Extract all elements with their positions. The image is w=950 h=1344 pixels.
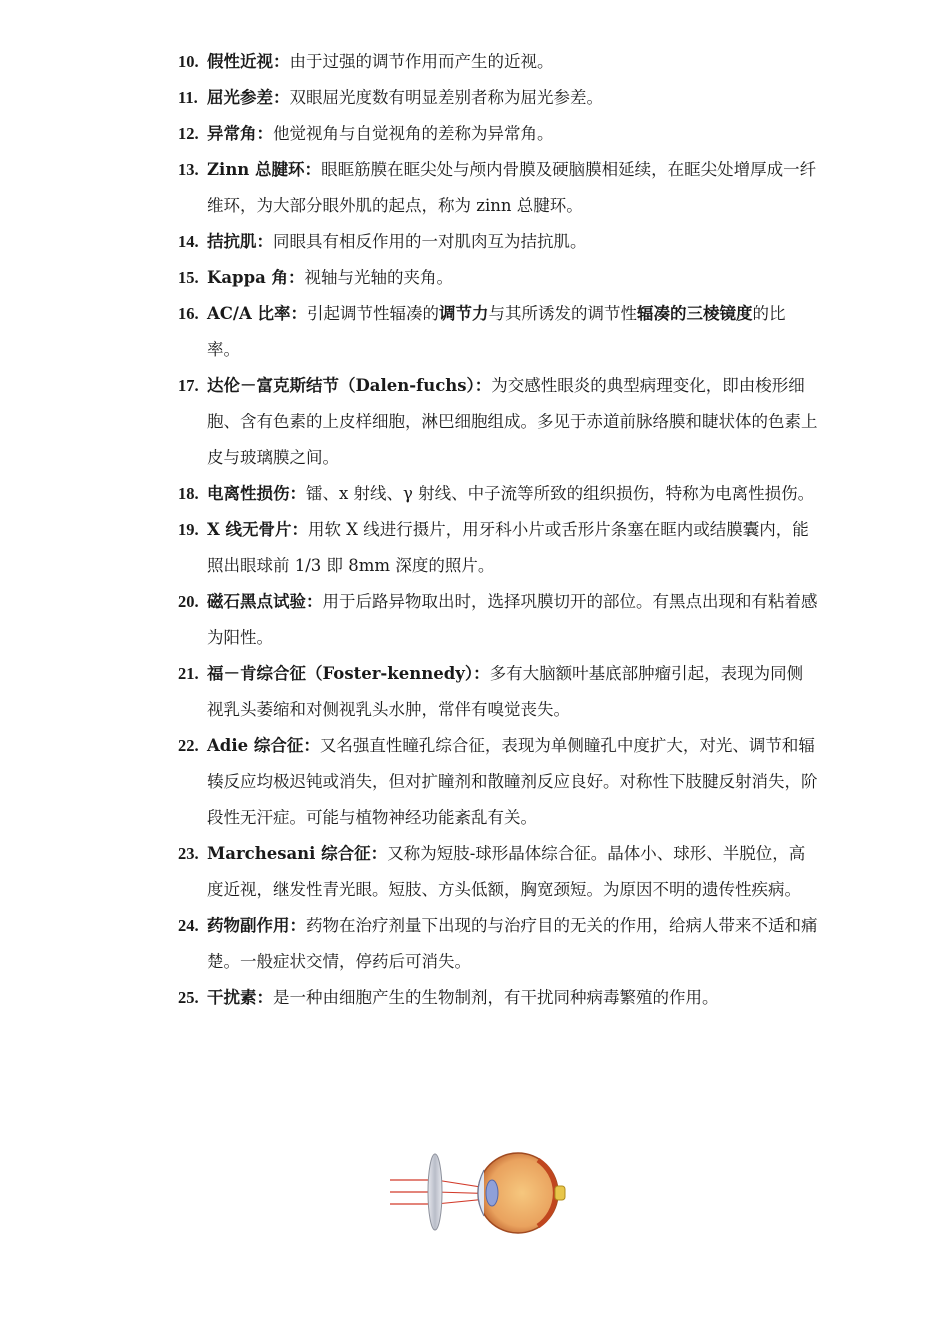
entry-number: 11.: [178, 88, 198, 107]
entry-number: 10.: [178, 52, 199, 71]
entry-term: Zinn 总腱环：: [207, 160, 322, 179]
entry-text: [207, 116, 818, 152]
glossary-entry: [178, 908, 818, 980]
entry-term: 异常角：: [207, 124, 273, 143]
entry-term: 药物副作用：: [207, 916, 306, 935]
glossary-entry: [178, 728, 818, 836]
entry-text: [207, 728, 818, 836]
entry-number: 19.: [178, 520, 199, 539]
glossary-entry: [178, 152, 818, 224]
entry-text: [207, 908, 818, 980]
definition-text: 是一种由细胞产生的生物制剂，有干扰同种病毒繁殖的作用。: [273, 988, 719, 1007]
entry-text: [207, 80, 818, 116]
entry-number: 21.: [178, 664, 199, 683]
entry-text: [207, 584, 818, 656]
entry-term: 干扰素：: [207, 988, 273, 1007]
concave-lens: [428, 1154, 442, 1230]
definition-text: 用于后路异物取出时，选择巩膜切开的部位。有黑点出现和有粘着感为阳性。: [207, 592, 818, 647]
entry-number: 12.: [178, 124, 199, 143]
definition-text: 引起调节性辐凑的: [307, 304, 440, 323]
entry-text: [207, 476, 818, 512]
emphasized-text: 辐凑的三棱镜度: [637, 304, 753, 323]
entry-number: 17.: [178, 376, 199, 395]
entry-text: [207, 980, 818, 1016]
glossary-list: [178, 44, 818, 1016]
entry-term: Adie 综合征：: [207, 736, 320, 755]
definition-text: 用软 X 线进行摄片，用牙科小片或舌形片条塞在眶内或结膜囊内，能照出眼球前 1/3 即 8mm 深度的照片。: [207, 520, 809, 575]
entry-number: 18.: [178, 484, 199, 503]
entry-term: 磁石黑点试验：: [207, 592, 323, 611]
eye-lens: [486, 1180, 498, 1206]
entry-term: X 线无骨片：: [207, 520, 309, 539]
entry-term: 屈光参差：: [207, 88, 290, 107]
definition-text: 视轴与光轴的夹角。: [304, 268, 454, 287]
entry-number: 22.: [178, 736, 199, 755]
definition-text: 又称为短肢-球形晶体综合征。晶体小、球形、半脱位，高度近视，继发性青光眼。短肢、方头低额，胸宽颈短。为原因不明的遗传性疾病。: [207, 844, 806, 899]
glossary-entry: [178, 296, 818, 368]
entry-text: [207, 368, 818, 476]
glossary-entry: [178, 512, 818, 584]
entry-term: 电离性损伤：: [207, 484, 306, 503]
entry-term: 拮抗肌：: [207, 232, 273, 251]
entry-text: [207, 44, 818, 80]
glossary-entry: [178, 44, 818, 80]
emphasized-text: 调节力: [439, 304, 489, 323]
entry-number: 23.: [178, 844, 199, 863]
definition-text: 的比率。: [207, 304, 786, 359]
glossary-entry: [178, 260, 818, 296]
optic-nerve: [555, 1186, 565, 1200]
entry-number: 20.: [178, 592, 199, 611]
entry-number: 15.: [178, 268, 199, 287]
glossary-entry: [178, 836, 818, 908]
entry-term: AC/A 比率：: [207, 304, 308, 323]
definition-text: 又名强直性瞳孔综合征，表现为单侧瞳孔中度扩大，对光、调节和辐辏反应均极迟钝或消失，但对扩瞳剂和散瞳剂反应良好。对称性下肢腱反射消失，阶段性无汗症。可能与植物神经功能紊乱有关。: [207, 736, 818, 827]
definition-text: 他觉视角与自觉视角的差称为异常角。: [273, 124, 554, 143]
definition-text: 与其所诱发的调节性: [488, 304, 638, 323]
definition-text: 药物在治疗剂量下出现的与治疗目的无关的作用，给病人带来不适和痛楚。一般症状交情，停药后可消失。: [207, 916, 818, 971]
entry-term: 福－肯综合征（Foster-kennedy）：: [207, 664, 490, 683]
definition-text: 同眼具有相反作用的一对肌肉互为拮抗肌。: [273, 232, 587, 251]
glossary-entry: [178, 368, 818, 476]
definition-text: 由于过强的调节作用而产生的近视。: [289, 52, 554, 71]
entry-number: 14.: [178, 232, 199, 251]
glossary-entry: [178, 116, 818, 152]
glossary-entry: [178, 584, 818, 656]
entry-text: [207, 296, 818, 368]
definition-text: 镭、x 射线、γ 射线、中子流等所致的组织损伤，特称为电离性损伤。: [306, 484, 815, 503]
definition-text: 为交感性眼炎的典型病理变化，即由梭形细胞、含有色素的上皮样细胞，淋巴细胞组成。多见于赤道前脉络膜和睫状体的色素上皮与玻璃膜之间。: [207, 376, 818, 467]
entry-term: Marchesani 综合征：: [207, 844, 388, 863]
entry-number: 16.: [178, 304, 199, 323]
entry-term: 达伦－富克斯结节（Dalen-fuchs）：: [207, 376, 492, 395]
cornea: [478, 1170, 484, 1216]
definition-text: 双眼屈光度数有明显差别者称为屈光参差。: [289, 88, 603, 107]
glossary-entry: [178, 476, 818, 512]
eye-lens-diagram: [388, 1148, 568, 1236]
entry-number: 25.: [178, 988, 199, 1007]
definition-text: 多有大脑额叶基底部肿瘤引起，表现为同侧视乳头萎缩和对侧视乳头水肿，常伴有嗅觉丧失。: [207, 664, 804, 719]
entry-text: [207, 224, 818, 260]
glossary-entry: [178, 224, 818, 260]
glossary-entry: [178, 656, 818, 728]
entry-text: [207, 152, 818, 224]
glossary-entry: [178, 980, 818, 1016]
entry-text: [207, 260, 818, 296]
entry-number: 24.: [178, 916, 199, 935]
entry-number: 13.: [178, 160, 199, 179]
entry-term: Kappa 角：: [207, 268, 305, 287]
entry-text: [207, 836, 818, 908]
entry-term: 假性近视：: [207, 52, 290, 71]
definition-text: 眼眶筋膜在眶尖处与颅内骨膜及硬脑膜相延续，在眶尖处增厚成一纤维环，为大部分眼外肌的起点，称为 zinn 总腱环。: [207, 160, 817, 215]
glossary-entry: [178, 80, 818, 116]
entry-text: [207, 656, 818, 728]
entry-text: [207, 512, 818, 584]
